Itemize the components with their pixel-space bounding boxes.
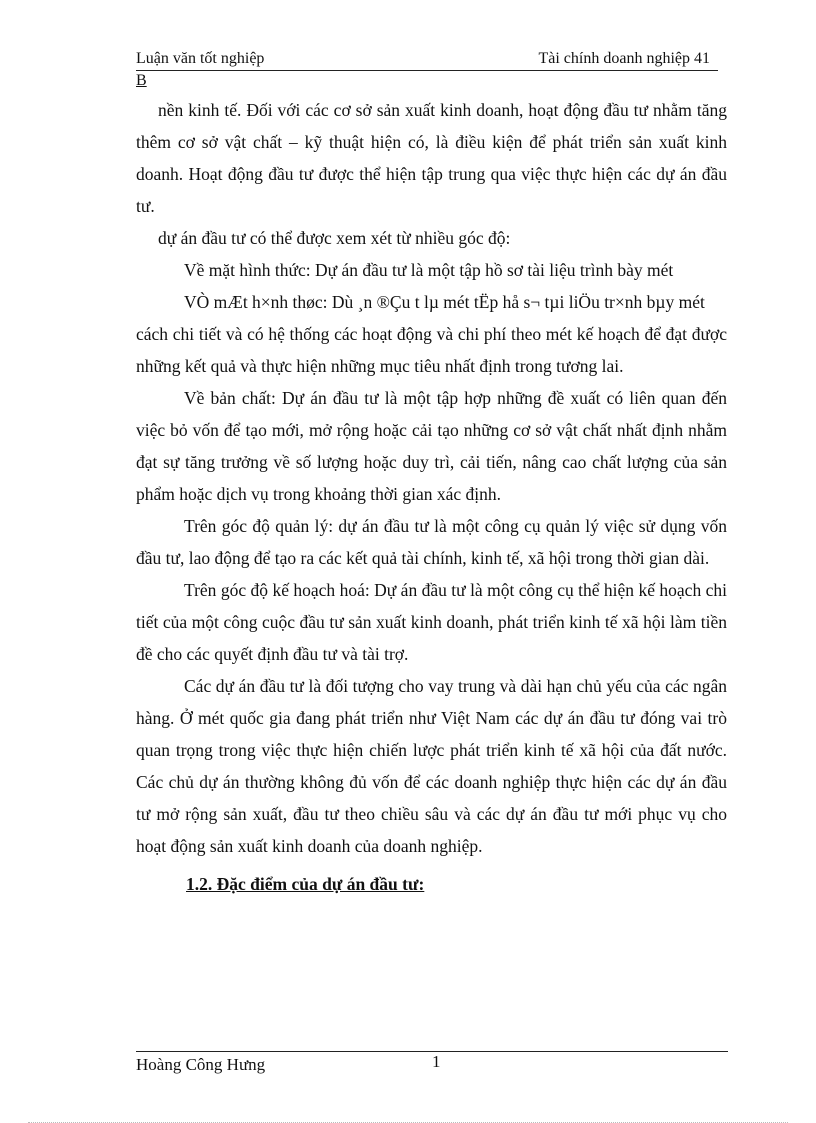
document-body [136, 94, 727, 898]
footer-author: Hoàng Công Hưng [136, 1055, 266, 1074]
section-heading-text: 1.2. Đặc điểm của dự án đầu tư: [186, 874, 425, 894]
header-continuation: B [136, 72, 147, 89]
paragraph-perspectives-intro: dự án đầu tư có thể được xem xét từ nhiều góc độ: [158, 228, 511, 248]
paragraph-nature-definition: Về bản chất: Dự án đầu tư là một tập hợp những đề xuất có liên quan đến việc bỏ vốn để tạo mới, mở rộng hoặc cải tạo những cơ sở vật chất nhất định nhằm đạt sự tăng trưởng về số lượng hoặc duy trì, cải tiến, nâng cao chất lượng của sản phẩm hoặc dịch vụ trong khoảng thời gian xác định. [136, 388, 727, 504]
paragraph-management-view: Trên góc độ quản lý: dự án đầu tư là một công cụ quản lý việc sử dụng vốn đầu tư, lao động để tạo ra các kết quả tài chính, kinh tế, xã hội trong thời gian dài. [136, 516, 727, 568]
footer-page-number: 1 [432, 1052, 441, 1071]
section-heading [136, 870, 727, 898]
paragraph-planning-view: Trên góc độ kế hoạch hoá: Dự án đầu tư là một công cụ thể hiện kế hoạch chi tiết của một công cuộc đầu tư sản xuất kinh doanh, phát triển kinh tế xã hội làm tiền đề cho các quyết định đầu tư và tài trợ. [136, 580, 727, 664]
paragraph-form-definition-garbled: VÒ mÆt h×nh thøc: Dù ¸n ®Çu t lµ mét tËp hå s¬ tµi liÖu tr×nh bµy mét [184, 292, 705, 312]
header-course-title: Tài chính doanh nghiệp 41 [538, 50, 710, 67]
paragraph-form-definition: Về mặt hình thức: Dự án đầu tư là một tập hồ sơ tài liệu trình bày mét [184, 260, 674, 280]
header-thesis-title: Luận văn tốt nghiệp [136, 50, 265, 67]
paragraph-form-continuation: cách chi tiết và có hệ thống các hoạt động và chi phí theo mét kế hoạch để đạt được những kết quả và thực hiện những mục tiêu nhất định trong tương lai. [136, 324, 727, 376]
paragraph-bank-lending: Các dự án đầu tư là đối tượng cho vay trung và dài hạn chủ yếu của các ngân hàng. Ở mét quốc gia đang phát triển như Việt Nam các dự án đầu tư đóng vai trò quan trọng trong việc thực hiện chiến lược phát triển kinh tế xã hội của đất nước. Các chủ dự án thường không đủ vốn để các doanh nghiệp thực hiện các dự án đầu tư mở rộng sản xuất, đầu tư theo chiều sâu và các dự án đầu tư mới phục vụ cho hoạt động sản xuất kinh doanh của doanh nghiệp. [136, 676, 727, 856]
paragraph-investment-role: nền kinh tế. Đối với các cơ sở sản xuất kinh doanh, hoạt động đầu tư nhằm tăng thêm cơ sở vật chất – kỹ thuật hiện có, là điều kiện để phát triển sản xuất kinh doanh. Hoạt động đầu tư được thể hiện tập trung qua việc thực hiện các dự án đầu tư. [136, 100, 727, 216]
page-header [136, 50, 718, 71]
